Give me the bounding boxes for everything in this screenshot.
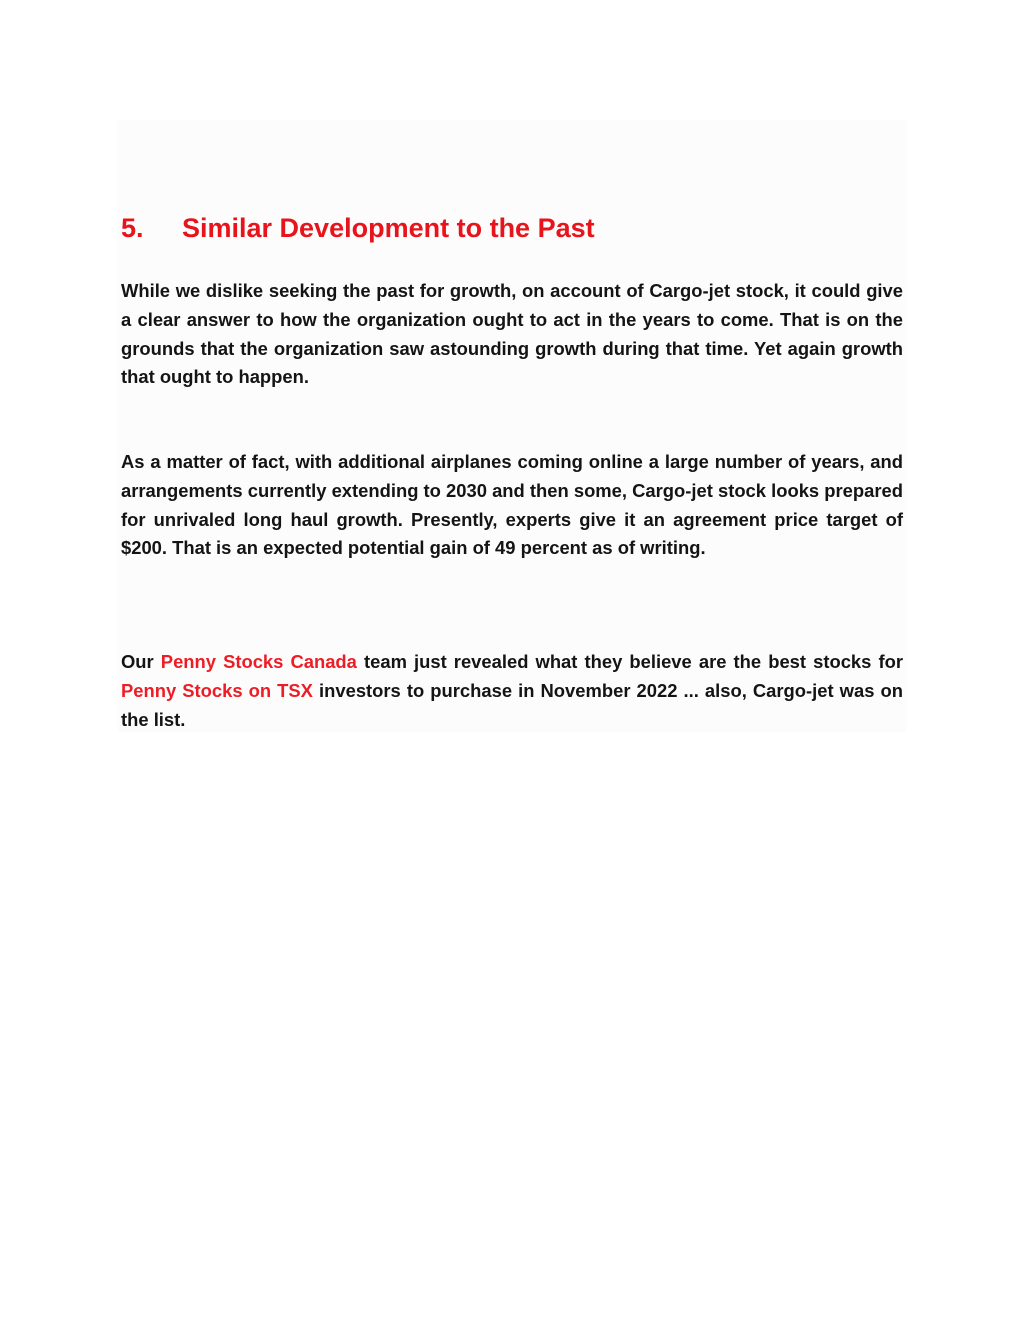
penny-stocks-canada-link[interactable]: Penny Stocks Canada bbox=[160, 651, 357, 672]
closing-suffix: investors to purchase in November 2022 ... also, Cargo-jet was on the list. bbox=[121, 679, 903, 730]
section-number: 5. bbox=[121, 213, 144, 243]
closing-middle: team just revealed what they believe are the best stocks for bbox=[364, 651, 903, 672]
penny-stocks-on-tsx-link[interactable]: Penny Stocks on TSX bbox=[121, 679, 313, 701]
paragraph-closing bbox=[121, 648, 903, 734]
paragraph-growth-history: While we dislike seeking the past for growth, on account of Cargo-jet stock, it could give a clear answer to how the organization ought to act in the years to come. That is on the grounds that the organization saw astounding growth during that time. Yet again growth that ought to happen. bbox=[121, 280, 903, 388]
closing-prefix: Our bbox=[121, 651, 154, 672]
section-heading bbox=[121, 208, 595, 248]
section-title: Similar Development to the Past bbox=[182, 213, 595, 243]
paragraph-price-target: As a matter of fact, with additional airplanes coming online a large number of years, and arrangements currently extending to 2030 and then some, Cargo-jet stock looks prepared for unrivaled long haul growth. Presently, experts give it an agreement price target of $200. That is an expected potential gain of 49 percent as of writing. bbox=[121, 451, 903, 559]
